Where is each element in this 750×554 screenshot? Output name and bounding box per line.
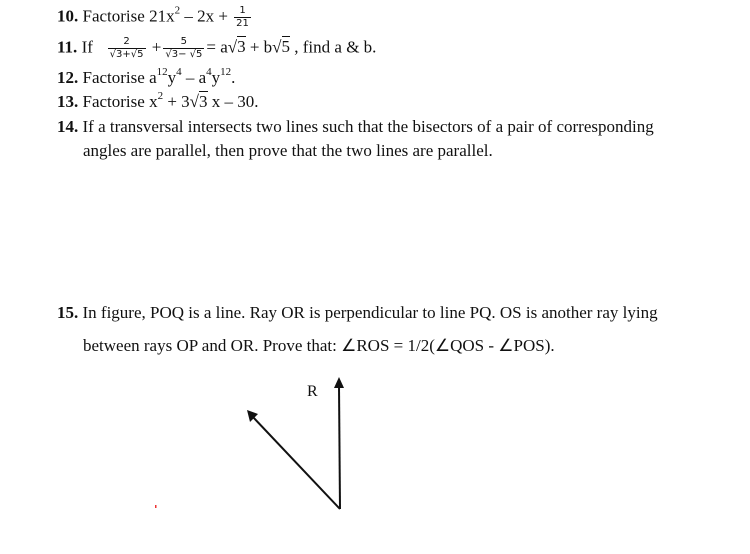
exponent: 4 xyxy=(206,66,212,78)
q-text: – a xyxy=(181,68,207,87)
q-number: 10. xyxy=(57,6,79,26)
radicand: 3 xyxy=(199,92,208,111)
denominator: 21 xyxy=(236,18,249,29)
q-text: If a transversal intersects two lines such that the bisectors of a pair of corresponding xyxy=(82,117,654,136)
q-text: Factorise a xyxy=(82,68,157,87)
ray-or xyxy=(339,386,340,509)
denominator: √3− √5 xyxy=(165,49,203,60)
q-text-continued: between rays OP and OR. Prove that: ∠ROS = 1/2(∠QOS - ∠POS). xyxy=(83,336,555,355)
q-text: If xyxy=(81,37,93,57)
q-text: y xyxy=(211,68,221,87)
exponent: 2 xyxy=(157,90,164,102)
q-text: – 2x + xyxy=(180,6,233,26)
radicand: 3 xyxy=(237,37,246,57)
q-text: , find a & b. xyxy=(290,37,377,57)
numerator: 5 xyxy=(163,36,204,49)
exponent: 2 xyxy=(174,4,181,17)
numerator: 1 xyxy=(234,5,251,18)
q-number: 15. xyxy=(57,303,79,322)
q-text: x – 30. xyxy=(207,92,259,111)
numerator: 2 xyxy=(108,36,146,49)
label-r: R xyxy=(307,383,318,400)
q-text: Factorise x xyxy=(82,92,158,111)
ray-os xyxy=(252,416,340,509)
q-text: . xyxy=(231,68,236,87)
q-number: 14. xyxy=(57,117,79,136)
q-text: = a√ xyxy=(206,37,238,57)
arrowhead-icon xyxy=(334,377,344,388)
q-number: 13. xyxy=(57,92,79,111)
q-text-continued: angles are parallel, then prove that the two lines are parallel. xyxy=(83,141,493,160)
exponent: 12 xyxy=(156,66,168,78)
exponent: 4 xyxy=(176,66,182,78)
q-text: In figure, POQ is a line. Ray OR is perpendicular to line PQ. OS is another ray lying xyxy=(82,303,658,322)
denominator: √3+√5 xyxy=(109,49,144,60)
exponent: 12 xyxy=(220,66,232,78)
q-text: y xyxy=(167,68,177,87)
plus-sign: + xyxy=(151,37,162,57)
radicand: 5 xyxy=(281,37,291,57)
q-text: + b√ xyxy=(245,37,282,57)
q-number: 12. xyxy=(57,68,79,87)
q-number: 11. xyxy=(57,37,78,57)
point-mark xyxy=(155,505,157,508)
q-text: + 3√ xyxy=(163,92,199,111)
q-text: Factorise 21x xyxy=(82,6,175,26)
